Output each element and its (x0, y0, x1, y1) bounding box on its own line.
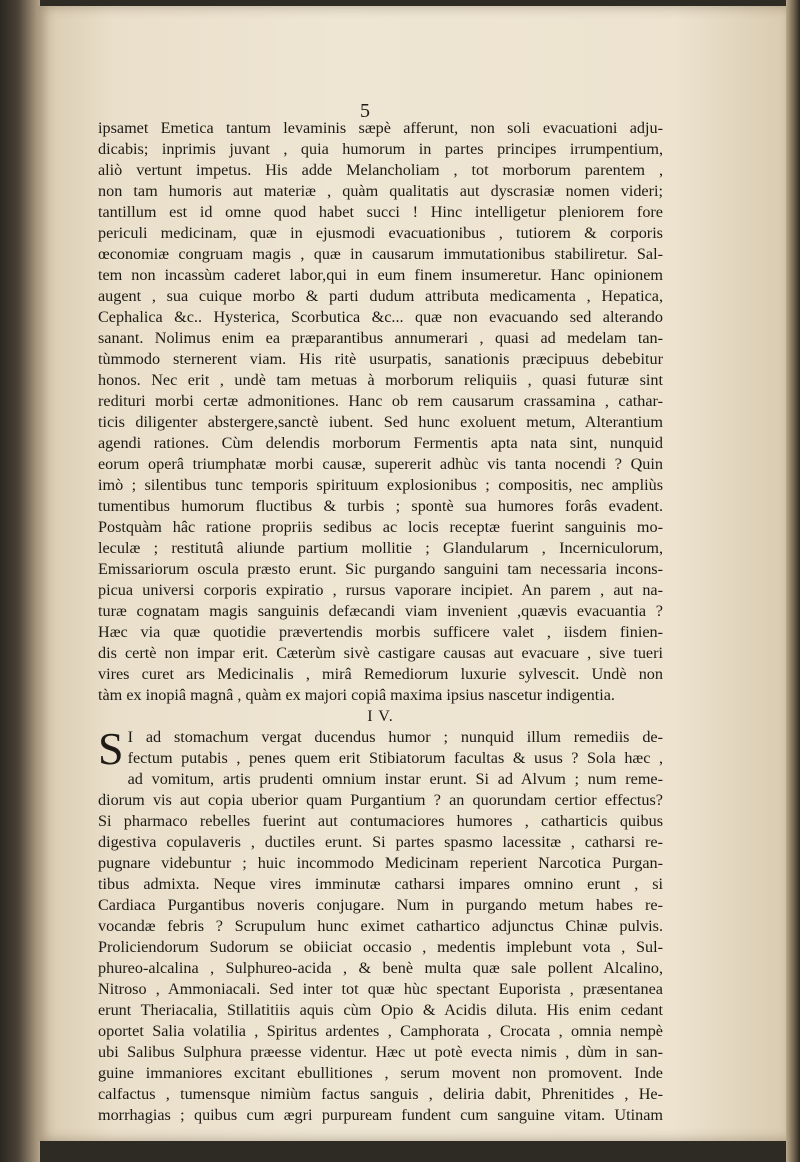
drop-cap: S (98, 723, 124, 774)
paragraph-section (98, 723, 663, 1126)
text-line: honos. Nec erit , undè tam metuas à morborum reliquiis , quasi futuræ sint (98, 371, 663, 389)
left-page-edge (0, 0, 40, 1162)
text-line: calfactus , tumensque nimiùm factus sanguis , deliria dabit, Phrenitides , He- (98, 1085, 663, 1103)
text-line: guine immaniores excitant ebullitiones , serum movent non promovent. Inde (98, 1064, 663, 1082)
text-line: phureo-alcalina , Sulphureo-acida , & benè multa quæ sale pollent Alcalino, (98, 959, 663, 977)
text-line: tùmmodo sternerent viam. His ritè usurpatis, sanationis præcipuus debebitur (98, 350, 663, 368)
text-line: tantillum est id omne quod habet succi ! Hinc intelligetur pleniorem fore (98, 203, 663, 221)
text-line: Cephalica &c.. Hysterica, Scorbutica &c... quæ non evacuando sed alterando (98, 308, 663, 326)
text-line: tibus admixta. Neque vires imminutæ catharsi impares omnino erunt , si (98, 875, 663, 893)
text-line: dicabis; inprimis juvant , quia humorum in partes principes irrumpentium, (98, 140, 663, 158)
text-line: picua universi corporis expiratio , rursus vaporare incipiet. An parem , aut na- (98, 581, 663, 599)
text-line: sanant. Nolimus enim ea præparantibus annumerari , quasi ad medelam tan- (98, 329, 663, 347)
text-line: digestiva copulaveris , ductiles erunt. Si partes spasmo lacessitæ , catharsi re- (98, 833, 663, 851)
text-line: tàm ex inopiâ magnâ , quàm ex majori copiâ maxima ipsius nascetur indigentia. (98, 686, 615, 704)
text-line: vocandæ febris ? Scrupulum hunc eximet cathartico adjunctus Chinæ pulvis. (98, 917, 663, 935)
text-line: Nitroso , Ammoniacali. Sed inter tot quæ hùc spectant Euporista , præsentanea (98, 980, 663, 998)
text-line: ipsamet Emetica tantum levaminis sæpè afferunt, non soli evacuationi adju- (98, 119, 663, 137)
text-line: rediturі morbi certæ admonitiones. Hanc ob rem causarum crassamina , cathar- (98, 392, 663, 410)
text-line: Emissariorum oscula præsto erunt. Sic purgando sanguini tam necessaria incons- (98, 560, 663, 578)
paragraph-top (98, 118, 663, 706)
text-line: erunt Theriacalia, Stillatitiis aquis cùm Opio & Acidis diluta. His enim cedant (98, 1001, 663, 1019)
text-line: morrhagias ; quibus cum ægri purpuream fundent cum sanguine vitam. Utinam (98, 1106, 663, 1124)
text-line: periculi medicinam, quæ in ejusmodi evacuationibus , tutiorem & corporis (98, 224, 663, 242)
text-line: Hæc via quæ quotidie prævertendis morbis sufficere valet , iisdem finien- (98, 623, 663, 641)
text-line: ad vomitum, artis prudenti omnium instar erunt. Si ad Alvum ; num reme- (127, 770, 663, 788)
text-line: tumentibus humorum fluctibus & turbis ; spontè sua humores forâs evadent. (98, 497, 663, 515)
page-number: 5 (360, 100, 370, 122)
text-line: leculæ ; restitutâ aliunde partium mollitie ; Glandularum , Incerniculorum, (98, 539, 663, 557)
page-text (98, 118, 663, 1126)
text-line: vires curet ars Medicinalis , mirâ Remediorum luxurie sylvescit. Undè non (98, 665, 663, 683)
text-line: Proliciendorum Sudorum se obiiciat occasio , medentis implebunt vota , Sul- (98, 938, 663, 956)
text-line: Si pharmaco rebelles fuerint aut contumaciores humores , catharticis quibus (98, 812, 663, 830)
text-line: eorum operâ triumphatæ morbi causæ, supererit adhùc vis tanta nocendi ? Quin (98, 455, 663, 473)
text-line: ticis diligenter abstergere,sanctè iubent. Sed hunc exoluent metum, Alterantium (98, 413, 663, 431)
section-heading: I V. (367, 708, 394, 725)
text-line: aliò vertunt impetus. His adde Melancholiam , tot morborum parentem , (98, 161, 663, 179)
text-line: fectum putabis , penes quem erit Stibiatorum facultas & usus ? Sola hæc , (127, 749, 663, 767)
text-line: I ad stomachum vergat ducendus humor ; nunquid illum remediis de- (127, 728, 663, 746)
text-line: turæ cognatam magis sanguinis defæcandi viam invenient ,quævis evacuantia ? (98, 602, 663, 620)
text-line: agendi rationes. Cùm delendis morborum Fermentis apta nata sint, nunquid (98, 434, 663, 452)
text-line: oportet Salia volatilia , Spiritus ardentes , Camphorata , Crocata , omnia nempè (98, 1022, 663, 1040)
text-line: diorum vis aut copia uberior quam Purgantium ? an quorundam certior effectus? (98, 791, 663, 809)
right-page-edge (786, 0, 800, 1162)
text-line: augent , sua cuique morbo & parti dudum attributa medicamenta , Hepatica, (98, 287, 663, 305)
text-line: Postquàm hâc ratione propriis sedibus ac locis receptæ fuerint sanguinis mo- (98, 518, 663, 536)
text-line: non tam humoris aut materiæ , quàm qualitatis aut dyscrasiæ nomen videri; (98, 182, 663, 200)
text-line: ubi Salibus Sulphura præesse videntur. Hæc ut potè evecta nimis , dùm in san- (98, 1043, 663, 1061)
text-line: pugnare videbuntur ; huic incommodo Medicinam reperient Narcotica Purgan- (98, 854, 663, 872)
text-line: tem non incassùm caderet labor,qui in eum finem insumeretur. Hanc opinionem (98, 266, 663, 284)
text-line: dis certè non impar erit. Cæterùm sivè castigare causas aut evacuare , sive tueri (98, 644, 663, 662)
text-line: œconomiæ congruam magis , quæ in causarum immutationibus stabiliretur. Sal- (98, 245, 663, 263)
text-line: Cardiaca Purgantibus noveris conjugare. Num in purgando metum habes re- (98, 896, 663, 914)
text-line: imò ; silentibus tunc temporis spirituum explosionibus ; compositis, nec ampliùs (98, 476, 663, 494)
